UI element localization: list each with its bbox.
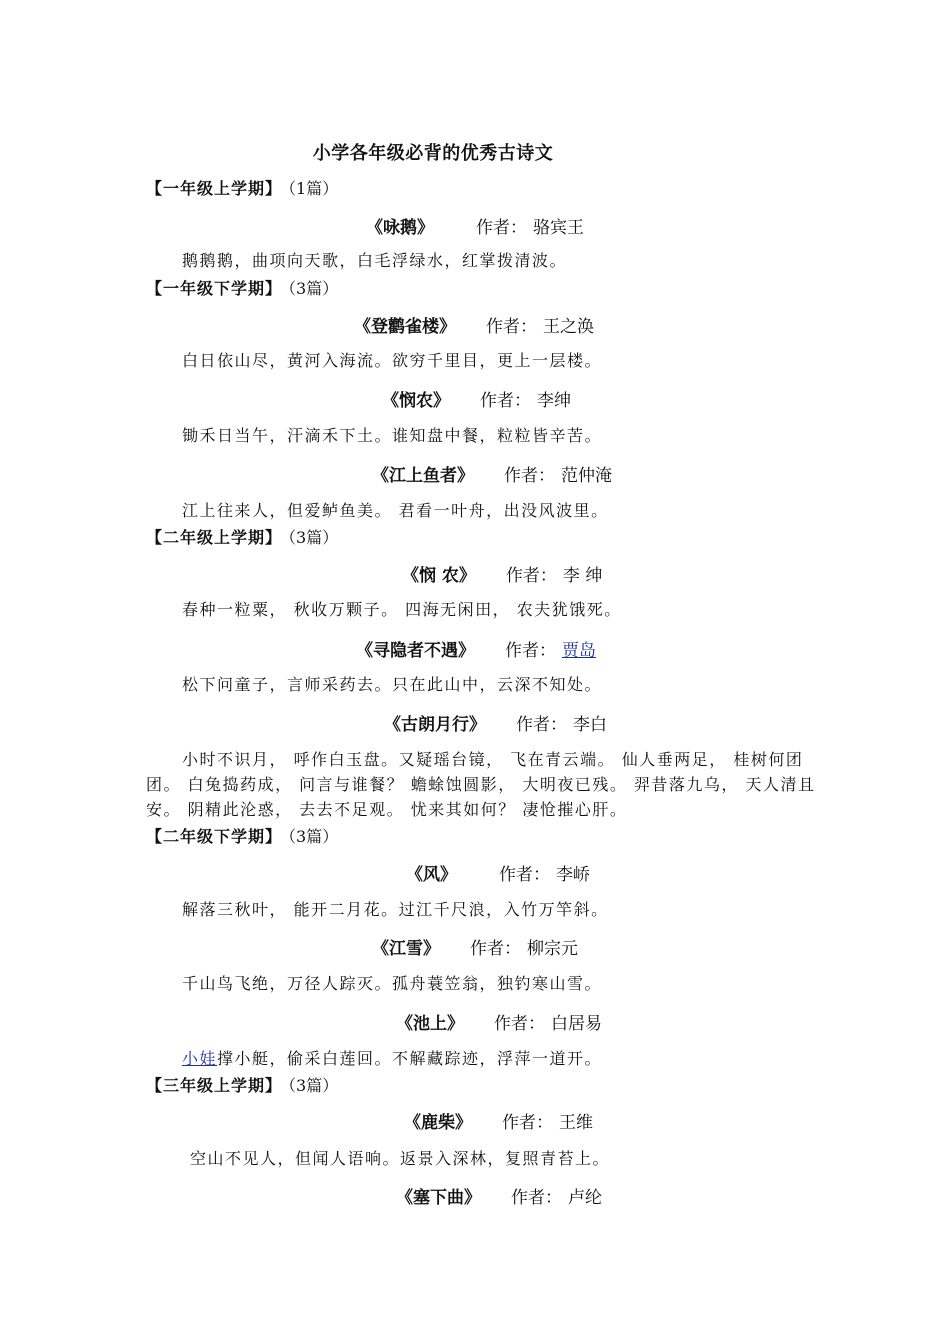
author-name: 白居易 xyxy=(551,1014,602,1034)
poem-text-rest: 撑小艇，偷采白莲回。不解藏踪迹，浮萍一道开。 xyxy=(217,1049,603,1068)
poem-text: 松下问童子，言师采药去。只在此山中，云深不知处。 xyxy=(182,675,603,694)
poem-text: 锄禾日当午，汗滴禾下土。谁知盘中餐，粒粒皆辛苦。 xyxy=(182,426,603,445)
author-name: 李峤 xyxy=(556,865,590,885)
poem-heading xyxy=(404,1108,593,1133)
author-label: 作者： xyxy=(480,391,531,411)
author-name: 李 绅 xyxy=(562,566,603,586)
author-label: 作者： xyxy=(516,715,567,735)
poem-title: 《寻隐者不遇》 xyxy=(356,641,475,661)
poem-title: 《江上鱼者》 xyxy=(372,466,474,486)
poem-text: 小时不识月， 呼作白玉盘。又疑瑶台镜， 飞在青云端。 仙人垂两足， 桂树何团团。 白兔捣药成， 问言与谁餐？ 蟾蜍蚀圆影， 大明夜已残。 羿昔落九乌， 天人清且安。 阴精此沦惑， 去去不足观。 忧来其如何？ 凄怆摧心肝。 xyxy=(146,750,816,819)
section-count: （3篇） xyxy=(288,279,339,298)
poem-heading xyxy=(406,860,590,885)
section-count: （3篇） xyxy=(288,528,339,547)
section-count: （3篇） xyxy=(288,1076,339,1095)
poem-title: 《鹿柴》 xyxy=(404,1113,472,1133)
poem-title: 《悯农》 xyxy=(382,391,450,411)
author-name: 王维 xyxy=(559,1113,593,1133)
author-label: 作者： xyxy=(505,566,557,586)
author-label: 作者： xyxy=(511,1188,562,1208)
section-count: （1篇） xyxy=(288,179,339,198)
author-name: 范仲淹 xyxy=(561,466,612,486)
text-link[interactable]: 小娃 xyxy=(182,1049,218,1068)
author-name: 李绅 xyxy=(537,391,571,411)
poem-text: 鹅鹅鹅，曲项向天歌，白毛浮绿水，红掌拨清波。 xyxy=(182,251,568,270)
poem-heading xyxy=(396,1009,602,1034)
poem-title: 《咏鹅》 xyxy=(366,218,434,238)
section-count: （3篇） xyxy=(288,827,339,846)
author-label: 作者： xyxy=(486,317,537,337)
section-header xyxy=(146,824,338,847)
author-label: 作者： xyxy=(494,1014,545,1034)
poem-heading xyxy=(354,312,594,337)
section-label: 【一年级上学期】 xyxy=(146,179,283,198)
poem-text xyxy=(146,1046,816,1071)
poem-title: 《江雪》 xyxy=(372,939,440,959)
author-name: 卢纶 xyxy=(568,1188,602,1208)
poem-heading xyxy=(402,561,602,586)
poem-heading xyxy=(356,636,596,661)
author-label: 作者： xyxy=(476,218,527,238)
author-label: 作者： xyxy=(504,466,555,486)
poem-text: 白日依山尽，黄河入海流。欲穷千里目，更上一层楼。 xyxy=(182,351,603,370)
section-label: 【三年级上学期】 xyxy=(146,1076,283,1095)
author-name: 骆宾王 xyxy=(533,218,584,238)
poem-text: 春种一粒粟， 秋收万颗子。 四海无闲田， 农夫犹饿死。 xyxy=(182,600,622,619)
poem-heading xyxy=(366,213,584,238)
section-label: 【二年级上学期】 xyxy=(146,528,283,547)
poem-title: 《池上》 xyxy=(396,1014,464,1034)
poem-title: 《塞下曲》 xyxy=(396,1188,481,1208)
author-link[interactable]: 贾岛 xyxy=(562,641,596,661)
author-name: 王之涣 xyxy=(543,317,594,337)
poem-heading xyxy=(372,461,612,486)
poem-title: 《风》 xyxy=(406,865,457,885)
page-title: 小学各年级必背的优秀古诗文 xyxy=(312,143,554,164)
author-label: 作者： xyxy=(499,865,550,885)
section-header xyxy=(146,1073,338,1096)
poem-heading xyxy=(382,386,571,411)
author-label: 作者： xyxy=(470,939,521,959)
author-name: 柳宗元 xyxy=(527,939,578,959)
poem-heading xyxy=(384,710,607,735)
section-header xyxy=(146,276,338,299)
author-label: 作者： xyxy=(502,1113,553,1133)
poem-heading xyxy=(372,934,578,959)
section-label: 【二年级下学期】 xyxy=(146,827,283,846)
poem-title: 《登鹳雀楼》 xyxy=(354,317,456,337)
author-label: 作者： xyxy=(505,641,556,661)
poem-heading xyxy=(396,1183,602,1208)
poem-text: 千山鸟飞绝，万径人踪灭。孤舟蓑笠翁，独钓寒山雪。 xyxy=(182,974,603,993)
poem-title: 《悯 农》 xyxy=(402,566,476,586)
author-name: 李白 xyxy=(573,715,607,735)
section-header xyxy=(146,525,338,548)
poem-text: 解落三秋叶， 能开二月花。过江千尺浪，入竹万竿斜。 xyxy=(182,900,609,919)
poem-text: 空山不见人，但闻人语响。返景入深林，复照青苔上。 xyxy=(190,1149,611,1168)
poem-title: 《古朗月行》 xyxy=(384,715,486,735)
poem-text: 江上往来人，但爱鲈鱼美。 君看一叶舟，出没风波里。 xyxy=(182,501,609,520)
section-label: 【一年级下学期】 xyxy=(146,279,283,298)
section-header xyxy=(146,176,338,199)
